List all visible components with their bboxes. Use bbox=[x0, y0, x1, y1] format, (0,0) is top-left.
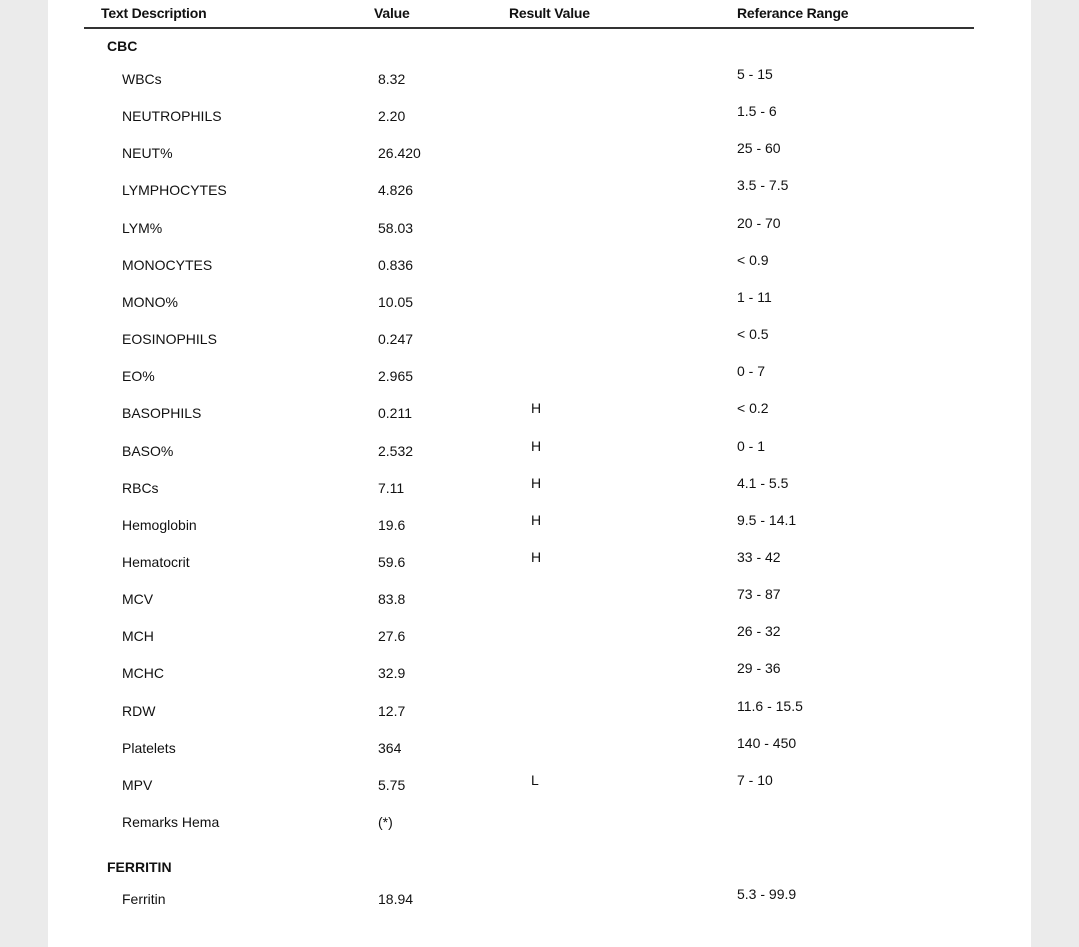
table-row bbox=[48, 364, 1031, 384]
result-flag: L bbox=[531, 771, 539, 788]
test-value: 19.6 bbox=[378, 516, 406, 533]
section-title-ferritin: FERRITIN bbox=[107, 859, 172, 875]
test-name: MCV bbox=[122, 591, 154, 608]
table-row bbox=[48, 104, 1031, 124]
test-name: EOSINOPHILS bbox=[122, 331, 217, 348]
reference-range: 73 - 87 bbox=[737, 586, 781, 603]
table-row bbox=[48, 216, 1031, 236]
table-row bbox=[48, 253, 1031, 273]
reference-range: 4.1 - 5.5 bbox=[737, 474, 789, 491]
table-row bbox=[48, 887, 1031, 907]
result-flag: H bbox=[531, 400, 542, 417]
result-flag: H bbox=[531, 511, 542, 528]
reference-range: 25 - 60 bbox=[737, 140, 781, 157]
table-row bbox=[48, 476, 1031, 496]
reference-range: 11.6 - 15.5 bbox=[737, 697, 803, 714]
test-name: MCHC bbox=[122, 665, 164, 682]
test-value: 0.836 bbox=[378, 256, 414, 273]
report-page bbox=[48, 0, 1031, 947]
table-row bbox=[48, 67, 1031, 87]
table-row bbox=[48, 513, 1031, 533]
test-value: 58.03 bbox=[378, 219, 414, 236]
test-name: WBCs bbox=[122, 71, 162, 87]
table-row bbox=[48, 587, 1031, 607]
header-value: Value bbox=[374, 5, 410, 21]
test-value: 7.11 bbox=[378, 479, 405, 496]
reference-range: 1.5 - 6 bbox=[737, 103, 777, 120]
test-value: 59.6 bbox=[378, 553, 406, 570]
test-name: MPV bbox=[122, 776, 153, 793]
header-text-description: Text Description bbox=[101, 5, 207, 21]
test-name: Hematocrit bbox=[122, 553, 190, 570]
header-result-value: Result Value bbox=[509, 5, 590, 21]
result-flag: H bbox=[531, 474, 542, 491]
reference-range: 140 - 450 bbox=[737, 734, 797, 751]
test-name: Hemoglobin bbox=[122, 516, 197, 533]
table-row bbox=[48, 736, 1031, 756]
reference-range: 26 - 32 bbox=[737, 623, 781, 640]
reference-range: < 0.2 bbox=[737, 400, 769, 417]
test-value: 32.9 bbox=[378, 665, 406, 682]
test-value: 0.211 bbox=[378, 405, 412, 422]
table-row bbox=[48, 290, 1031, 310]
test-name: NEUT% bbox=[122, 145, 173, 162]
test-name: EO% bbox=[122, 368, 155, 385]
table-row bbox=[48, 624, 1031, 644]
test-value: 2.20 bbox=[378, 108, 406, 125]
test-value: 10.05 bbox=[378, 293, 414, 310]
table-row bbox=[48, 401, 1031, 421]
test-value: 364 bbox=[378, 739, 402, 756]
test-value: 5.75 bbox=[378, 776, 406, 793]
result-flag: H bbox=[531, 548, 542, 565]
reference-range: 1 - 11 bbox=[737, 288, 772, 305]
header-reference-range: Referance Range bbox=[737, 5, 849, 21]
reference-range: 7 - 10 bbox=[737, 771, 773, 788]
table-row bbox=[48, 773, 1031, 793]
reference-range: 3.5 - 7.5 bbox=[737, 177, 789, 194]
table-row bbox=[48, 810, 1031, 830]
test-name: Platelets bbox=[122, 739, 176, 756]
reference-range: 33 - 42 bbox=[737, 548, 781, 565]
section-title-cbc: CBC bbox=[107, 38, 138, 54]
test-value: 2.532 bbox=[378, 442, 414, 459]
table-row bbox=[48, 141, 1031, 161]
test-name: MONO% bbox=[122, 293, 178, 310]
reference-range: 0 - 7 bbox=[737, 363, 766, 380]
test-value: 26.420 bbox=[378, 145, 421, 162]
table-row bbox=[48, 327, 1031, 347]
reference-range: 9.5 - 14.1 bbox=[737, 511, 797, 528]
test-name: RBCs bbox=[122, 479, 159, 496]
test-value: (*) bbox=[378, 814, 393, 830]
header-divider bbox=[84, 27, 974, 29]
test-value: 27.6 bbox=[378, 628, 406, 645]
table-row bbox=[48, 550, 1031, 570]
test-value: 18.94 bbox=[378, 891, 414, 907]
table-row bbox=[48, 699, 1031, 719]
test-name: NEUTROPHILS bbox=[122, 108, 222, 125]
test-name: BASOPHILS bbox=[122, 405, 202, 422]
test-name: LYM% bbox=[122, 219, 163, 236]
result-flag: H bbox=[531, 437, 542, 454]
table-row bbox=[48, 661, 1031, 681]
reference-range: 20 - 70 bbox=[737, 214, 781, 231]
test-name: LYMPHOCYTES bbox=[122, 182, 227, 199]
reference-range: < 0.9 bbox=[737, 251, 769, 268]
test-name: RDW bbox=[122, 702, 156, 719]
test-name: Remarks Hema bbox=[122, 814, 220, 830]
test-name: MONOCYTES bbox=[122, 256, 213, 273]
test-value: 12.7 bbox=[378, 702, 406, 719]
test-value: 8.32 bbox=[378, 71, 406, 87]
table-row bbox=[48, 178, 1031, 198]
test-name: BASO% bbox=[122, 442, 174, 459]
test-value: 83.8 bbox=[378, 591, 406, 608]
table-row bbox=[48, 439, 1031, 459]
test-name: Ferritin bbox=[122, 891, 166, 907]
test-name: MCH bbox=[122, 628, 154, 645]
reference-range: 0 - 1 bbox=[737, 437, 766, 454]
test-value: 2.965 bbox=[378, 368, 414, 385]
reference-range: 5 - 15 bbox=[737, 66, 773, 82]
test-value: 4.826 bbox=[378, 182, 414, 199]
reference-range: < 0.5 bbox=[737, 326, 769, 343]
reference-range: 29 - 36 bbox=[737, 660, 781, 677]
reference-range: 5.3 - 99.9 bbox=[737, 886, 797, 902]
test-value: 0.247 bbox=[378, 331, 414, 348]
